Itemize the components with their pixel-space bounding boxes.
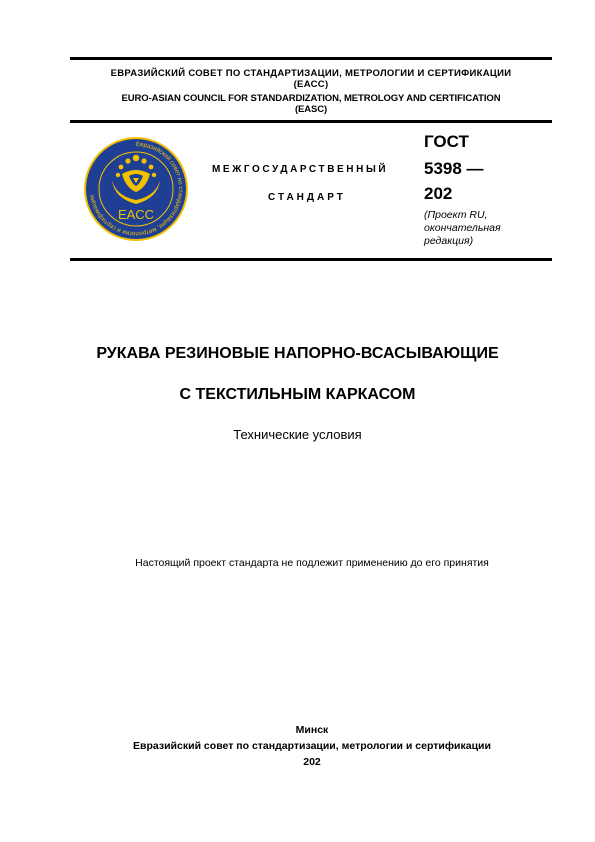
easc-emblem-icon <box>82 136 190 242</box>
emblem-label: EACC <box>117 207 155 222</box>
document-subtitle: Технические условия <box>233 427 362 442</box>
council-abbr-ru: (ЕАСС) <box>293 79 329 90</box>
council-name-ru <box>70 68 552 90</box>
bottom-rule <box>70 258 552 261</box>
council-name-en <box>70 93 552 115</box>
council-abbr-en: (EASC) <box>294 104 328 115</box>
draft-note: (Проект RU, окончательная редакция) <box>424 209 501 247</box>
interstate-label: МЕЖГОСУДАРСТВЕННЫЙ <box>212 164 389 175</box>
middle-rule <box>70 120 552 123</box>
gost-label: ГОСТ <box>424 132 469 151</box>
council-name-en-line1: EURO-ASIAN COUNCIL FOR STANDARDIZATION, METROLOGY AND CERTIFICATION <box>121 93 501 104</box>
footer-publisher: Евразийский совет по стандартизации, метрологии и сертификации <box>133 740 491 752</box>
draft-notice: Настоящий проект стандарта не подлежит применению до его принятия <box>135 557 489 569</box>
council-name-ru-line1: ЕВРАЗИЙСКИЙ СОВЕТ ПО СТАНДАРТИЗАЦИИ, МЕТРОЛОГИИ И СЕРТИФИКАЦИИ <box>110 68 512 79</box>
footer-city: Минск <box>295 724 329 736</box>
standard-label: СТАНДАРТ <box>268 192 346 203</box>
footer-year: 202 <box>303 756 321 768</box>
document-title-line1: РУКАВА РЕЗИНОВЫЕ НАПОРНО-ВСАСЫВАЮЩИЕ <box>96 345 499 362</box>
emblem-ring-text: Евразийский совет по стандартизации, метрологии и сертификации <box>88 140 184 238</box>
top-rule <box>70 57 552 60</box>
document-title-line2: С ТЕКСТИЛЬНЫМ КАРКАСОМ <box>179 386 416 403</box>
gost-number: 5398 — <box>424 159 484 178</box>
gost-year: 202 <box>424 184 453 203</box>
